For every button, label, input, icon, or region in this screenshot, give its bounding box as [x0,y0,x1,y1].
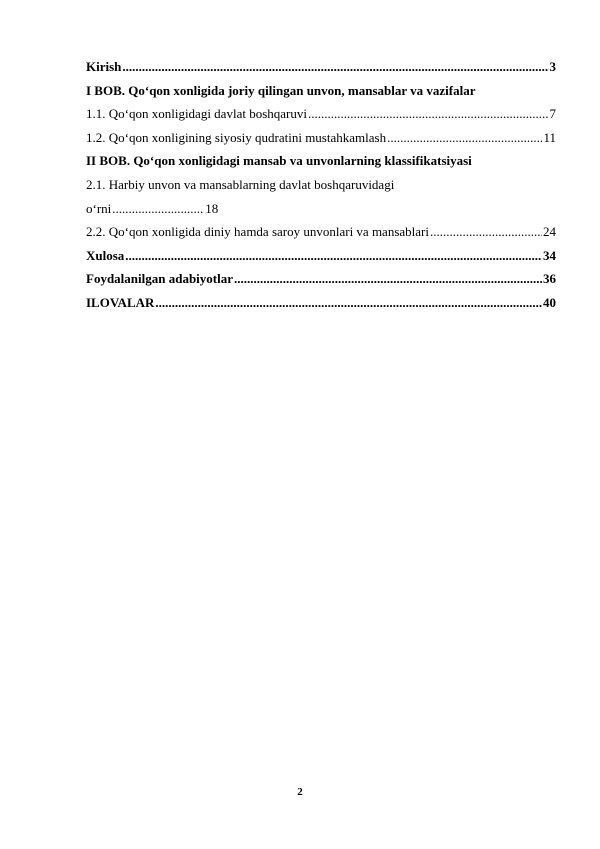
toc-chapter-1-heading[interactable] [86,79,556,103]
toc-entry-ilovalar[interactable] [86,291,556,315]
toc-entry-page: 40 [543,294,556,310]
toc-leader-dots [234,267,542,291]
toc-entry-1-1[interactable] [86,102,556,126]
toc-entry-title: ILOVALAR [86,294,155,310]
toc-entry-title: I BOB. Qo‘qon xonligida joriy qilingan unvon, mansablar va vazifalar [86,82,476,98]
toc-entry-kirish[interactable] [86,55,556,79]
toc-entry-title: Foydalanilgan adabiyotlar [86,271,233,287]
toc-entry-title: Kirish [86,59,122,74]
toc-chapter-2-heading[interactable] [86,149,556,173]
toc-entry-title: o‘rni [86,200,112,216]
toc-entry-title: Xulosa [86,247,125,263]
toc-entry-page: 36 [543,271,556,287]
toc-entry-page: 7 [549,106,556,122]
toc-entry-page: 34 [543,247,556,263]
toc-entry-page: 24 [543,224,556,240]
toc-entry-page: 11 [543,129,556,145]
toc-leader-dots [125,244,542,268]
toc-entry-title: 1.1. Qo‘qon xonligidagi davlat boshqaruvi [86,106,307,122]
toc-entry-2-1-continued[interactable] [86,197,556,221]
toc-leader-dots [155,291,542,315]
toc-entry-page: 18 [205,200,219,216]
toc-entry-adabiyotlar[interactable] [86,267,556,291]
toc-entry-title: 2.2. Qo‘qon xonligida diniy hamda saroy unvonlari va mansablari [86,224,429,240]
toc-leader-dots [122,55,548,79]
page-number: 2 [297,786,303,798]
toc-entry-xulosa[interactable] [86,244,556,268]
toc-entry-title: II BOB. Qo‘qon xonligidagi mansab va unvonlarning klassifikatsiyasi [86,153,472,169]
toc-entry-title: 2.1. Harbiy unvon va mansablarning davlat boshqaruvidagi [86,176,395,192]
toc-entry-2-1[interactable] [86,173,556,197]
toc-entry-page: 3 [549,59,556,74]
toc-leader-dots [308,102,549,126]
toc-entry-1-2[interactable] [86,126,556,150]
toc-leader-dots [387,126,542,150]
table-of-contents [86,55,556,315]
toc-entry-2-2[interactable] [86,220,556,244]
toc-entry-title: 1.2. Qo‘qon xonligining siyosiy qudratini mustahkamlash [86,129,387,145]
toc-leader-dots [430,220,542,244]
toc-leader-dots [112,197,204,221]
